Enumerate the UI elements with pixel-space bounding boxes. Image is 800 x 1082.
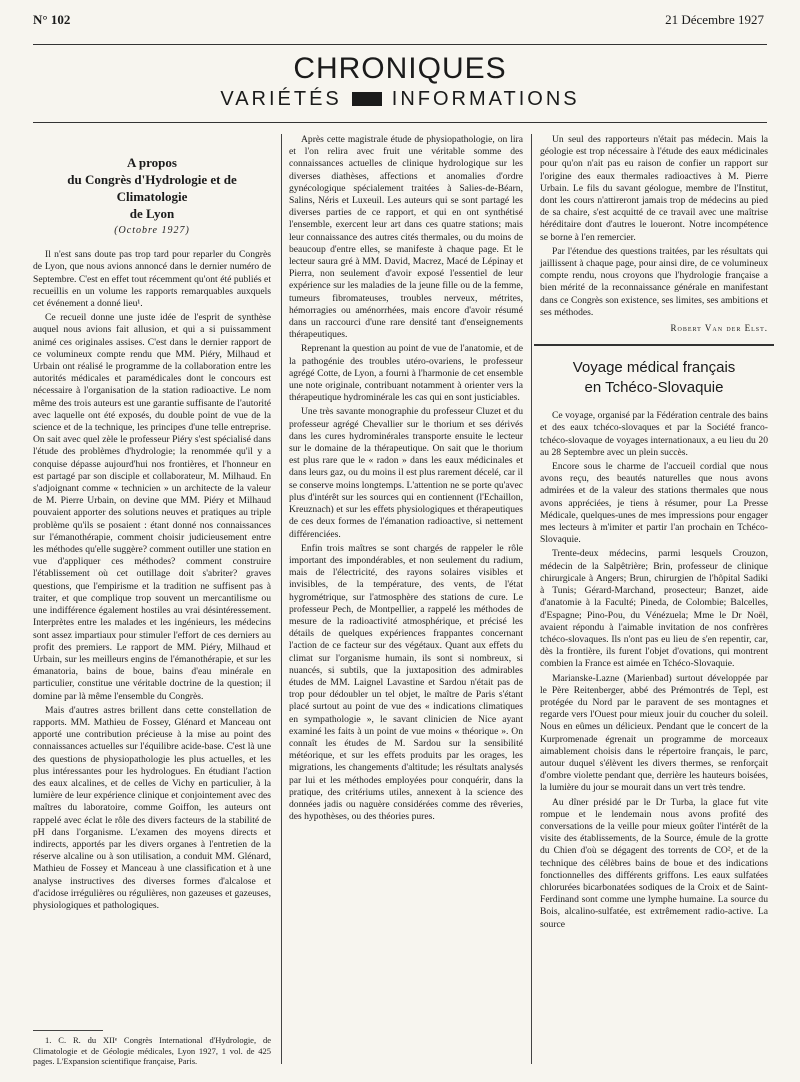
issue-number: N° 102 [33,12,71,27]
masthead-ornament-icon [352,92,382,106]
footnote: 1. C. R. du XIIᵉ Congrès International d'Hydrologie, de Climatologie et de Géologie médicales, Lyon 1927, 1 vol. de 425 pages. L'Expansion scientifique française, Paris. [33,1035,271,1066]
column-2 [289,134,523,825]
masthead-left: VARIÉTÉS [220,88,342,110]
masthead-subtitle [0,88,800,111]
footnote-rule [33,1030,103,1031]
paragraph: Enfin trois maîtres se sont chargés de rappeler le rôle important des impondérables, et non seulement du radium, mais de l'électricité, des rayons solaires visibles et invisibles, de la température, des vents, de l'état hygrométrique, sur l'atmosphère des stations de cure. Le professeur Pech, de Montpellier, a rappelé les méthodes de mesure de la radioactivité atmosphérique, et précisé les détails de quelques expériences frappantes concernant l'action de ce facteur sur des végétaux. Quant aux effets du climat sur l'organisme humain, ils sont si nombreux, si nuancés, si subtils, que la juxtaposition des admirables études de MM. Laignel Lavastine et Sardou n'était pas de trop pour dédoubler un tel objet, le maître de Paris s'étant placé surtout au point de vue des « indications climatiques en sympathologie », le savant clinicien de Nice ayant examiné les faits à un point de vue moins « théorique ». On connaît les études de M. Sardou sur la sensibilité météorique, et sur les effets produits par les orages, les migrations, les changements d'altitude; les résultats analysés par lui et les méthodes employées pour conquérir, dans la pratique, des critériums utiles, annexent à la science des données jadis ou naguère considérées comme des rêveries, des hypothèses, ou des théories pures. [289,542,523,823]
masthead-rule [33,122,767,123]
article1-title-line: A propos [127,155,177,170]
column-1 [33,134,271,914]
paragraph: Mais d'autres astres brillent dans cette constellation de rapports. MM. Mathieu de Fossey, Glénard et Manceau ont apporté une contribution précieuse à la mise au point des connaissances actuelles sur l'équilibre acide-base. C'est là une des questions de physiopathologie les plus actuelles, et les plus intéressantes pour les hydrologues. En étudiant l'action des eaux alcalines, et de celles de Vichy en particulier, à la lumière de leur expérience clinique et conjointement avec des maîtres du laboratoire, comme Goiffon, les auteurs ont rappelé avec éclat le rôle des divers facteurs de la stabilité de pH dans l'organisme. L'examen des moyens directs et indirects, apportés par les divers organes à l'entretien de la réserve alcaline ou à son utilisation, a conduit MM. Glénard, Mathieu de Fossey et Manceau à une classification et à une analyse instructives des diverses formes d'alcalose et d'acidose irrégulières ou régulières, non gazeuses et gazeuses, physiologiques et pathologiques. [33,704,271,911]
article1-title [33,154,271,222]
issue-date: 21 Décembre 1927 [665,12,764,27]
paragraph: Une très savante monographie du professeur Cluzet et du professeur agrégé Chevallier sur le thorium et ses dérivés dans les cures hydrominérales transporte ensuite le lecteur sur le domaine de la thérapeutique. On sait que le thorium est plus rare que le « radon » dans les eaux médicinales et dans leurs gaz, ou du moins il est plus rarement décelé, car il se conserve moins longtemps. L'attention ne se porte qu'avec plus d'intérêt sur les sources qui en contiennent (l'Echaillon, Kreuznach) et sur les effets physiologiques et thérapeutiques de ces deux formes de l'émanation radioactive, si nettement différenciées. [289,406,523,540]
footnote-block [33,1030,271,1069]
column-3 [540,134,768,933]
paragraph: Reprenant la question au point de vue de l'anatomie, et de la pathogénie des troubles utéro-ovariens, le professeur agrégé Cotte, de Lyon, a fourni à l'harmonie de cet ensemble une note originale, contribuant notamment à orienter vers la thérapeutique hydrominérale les cas qui en sont justiciables. [289,343,523,404]
paragraph: Après cette magistrale étude de physiopathologie, on lira et l'on relira avec fruit une véritable somme des connaissances actuelles de clinique hydrologique sur les diverses diathèses, affections et anomalies d'ordre gynécologique spécialement traitées à Salies-de-Béarn, Salins, Néris et Luxeuil. Les auteurs qui se sont partagé les diverses parties de ce rapport, et qui en ont synthétisé l'ensemble, exercent leur art dans ces quatre stations; mais leur connaissance des autres cités thermales, ou du moins de beaucoup d'entre elles, se manifeste à chaque page. Et le lecteur saura gré à MM. David, Macrez, Macé de Lépinay et Pierra, non seulement d'avoir exposé l'essentiel de leur expérience sur les maladies de la jeune fille ou de la femme, tumeurs fibromateuses, troubles nerveux, métrites, hémorragies ou aménorrhées, mais encore d'avoir résumé dans un raccourci d'une rare densité tant d'enseignements thérapeutiques. [289,134,523,341]
article2-title [540,358,768,398]
article2-title-line: en Tchéco-Slovaquie [584,379,724,397]
article1-title-line: de Lyon [129,206,175,221]
masthead-title: CHRONIQUES [293,52,507,85]
paragraph: Ce voyage, organisé par la Fédération centrale des bains et des eaux tchéco-slovaques et par la Société franco-tchéco-slovaque de voyages internationaux, a eu lieu du 20 au 28 Septembre avec un plein succès. [540,410,768,458]
column-divider [531,134,532,1064]
paragraph: Au dîner présidé par le Dr Turba, la glace fut vite rompue et le lendemain nous avons profité des conversations de la veille pour mieux goûter l'intérêt de la visite des établissements, de la Source, émule de la grotte du Chien d'où se dégagent des torrents de CO², et de la technique des célèbres bains de boue et des indications fonctionnelles des différents griffons. Les eaux sulfatées chlorurées bicarbonatées sodiques de la Croix et de Saint-Ferdinand sont comme une lymphe humaine. La source du Bois, alcalino-sulfatée, est extrêmement radio-active. La source [540,796,768,930]
article1-date: (Octobre 1927) [114,225,190,236]
article2-title-line: Voyage médical français [572,359,736,377]
column-divider [281,134,282,1064]
article-separator [534,344,774,346]
paragraph: Il n'est sans doute pas trop tard pour reparler du Congrès de Lyon, que nous avions annoncé dans le dernier numéro de Septembre. C'est en effet tout récemment qu'ont été publiés et recueillis en un volume les rapports remarquables auxquels cet événement a donné lieu¹. [33,249,271,310]
paragraph: Marianske-Lazne (Marienbad) surtout développée par le Père Reitenberger, abbé des Prémontrés de Tepl, est protégée du Nord par le paravent de ses montagnes et regarde vers l'Ouest pour mieux jouir du coucher du soleil. Nous en eûmes un délicieux. Pendant que le concert de la Kurpromenade égrenait un programme de morceaux aimablement choisis dans le répertoire français, le parc, autour duquel s'élèvent les divers thermes, se renforçait d'ombre violette pendant que, derrière les hauteurs boisées, la lumière du jour se mourait dans un vert très tendre. [540,672,768,794]
article1-title-line: du Congrès d'Hydrologie et de Climatologie [67,172,237,204]
masthead-right: INFORMATIONS [391,88,580,110]
article1-signature: Robert Van der Elst. [670,323,768,334]
paragraph: Un seul des rapporteurs n'était pas médecin. Mais la géologie est trop nécessaire à l'étude des eaux médicinales pour qu'on n'ait pas eu raison de confier un rapport sur l'origine des eaux thermales radioactives à M. Pierre Urbain. Le fils du savant géologue, membre de l'Institut, dont les cours n'attireront jamais trop de médecins au pied de sa chaire, s'est acquitté de ce travail avec une maîtrise héréditaire dont d'autres le loueront. Notre incompétence se borne à l'en remercier. [540,134,768,243]
paragraph: Ce recueil donne une juste idée de l'esprit de synthèse auquel nous avions fait allusion, et qui a si puissamment animé ces originales assises. C'est dans le dernier rapport de ce volumineux compte rendu que MM. Piéry, Milhaud et Urbain ont réalisé le programme de la collaboration entre les autorités médicales et paramédicales dont le concours est nécessaire à l'organisation de la station radioactive. Le nom même des trois auteurs est une garantie suffisante de l'autorité avec laquelle ont été exposés, du double point de vue de la science et de la technique, les principes d'une telle entreprise. On sait avec quel zèle le professeur Piéry s'est spécialisé dans l'étude des problèmes d'hydrologie; la renommée qu'il y a conquise dépasse aujourd'hui nos frontières, et l'honneur en est partagé par son disciple et collaborateur, M. Milhaud. En s'adjoignant comme « technicien » un architecte de la valeur de M. Pierre Urbain, on devine que MM. Piéry et Milhaud pouvaient apporter des solutions neuves et pratiques au triple problème qu'ils se posaient : étant donné nos connaissances sur l'émanothérapie, comment choisir judicieusement entre les méthodes qu'elle suggère? comment outiller une station en vue d'appliquer ces méthodes? comment construire l'établissement où cet outillage doit s'abriter? graves questions, que l'empirisme et la tradition ne suffisent pas à traiter, et que complique trop souvent un mercantilisme ou une indifférence également hostiles au vrai désintéressement. Interprètes entre les malades et les ingénieurs, les médecins sont assez impartiaux pour stimuler l'effort de ces derniers au profit des premiers. Le rapport de MM. Piéry, Milhaud et Urbain, sur les meilleurs engins de l'émanothérapie, et sur les émanatoria, bains de boue, bains d'eau minérale en particulier, constitue une véritable doctrine de la question; il domine par là même l'ensemble du Congrès. [33,312,271,702]
paragraph: Encore sous le charme de l'accueil cordial que nous avons reçu, des beautés naturelles que nous avons admirées et de la valeur des stations thermales que nous avons appréciées, je tiens à résumer, pour La Presse Médicale, quelques-unes de mes impressions pour engager mes lecteurs à m'imiter et partir l'an prochain en Tchéco-Slovaquie. [540,461,768,546]
paragraph: Trente-deux médecins, parmi lesquels Crouzon, médecin de la Salpêtrière; Brin, professeur de clinique chirurgicale à Angers; Brun, chirurgien de l'hôpital Sadiki à Tunis; Gérard-Marchand, prosecteur; Banzet, aide d'anatomie à la Faculté; Pineda, de Colombie; Balcelles, d'Espagne; Pino-Pou, du Vénézuela; Mme le Dr Noël, avaient répondu à l'aimable invitation de nos confrères tchéco-slovaques. Ils n'ont pas eu lieu de s'en repentir, car, dès la frontière, ils furent l'objet d'ovations, qui montrent combien la France est aimée en Tchéco-Slovaquie. [540,548,768,670]
paragraph: Par l'étendue des questions traitées, par les résultats qui jaillissent à chaque page, pour ainsi dire, de ce volumineux compte rendu, nous croyons que l'hydrologie française a bien mérité de la reconnaissance générale en manifestant dans ce Congrès son existence, ses limites, ses ambitions et ses méthodes. [540,245,768,318]
header-rule [33,44,767,45]
